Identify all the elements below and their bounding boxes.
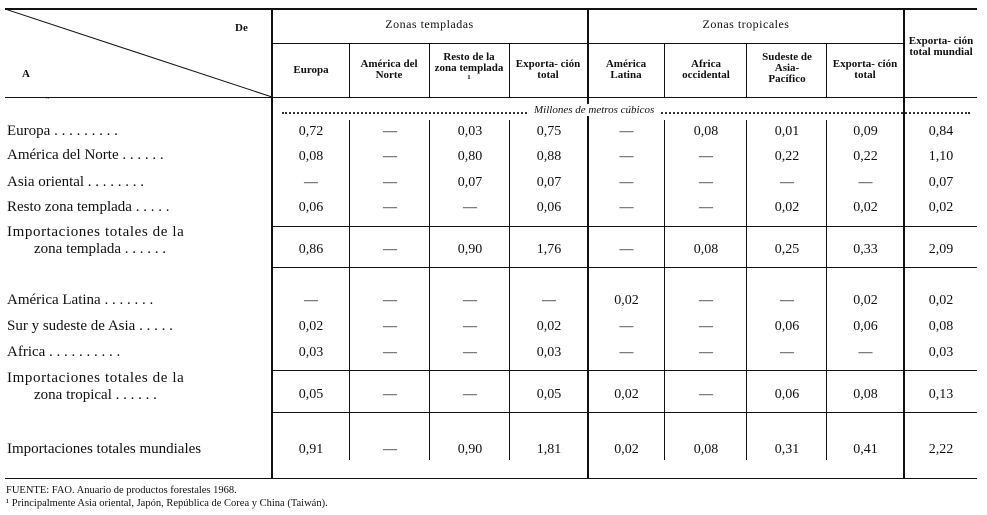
table-cell: 0,41: [853, 442, 878, 457]
table-cell: 0,08: [853, 387, 878, 402]
table-cell: 0,80: [457, 149, 483, 164]
table-cell: —: [383, 293, 397, 308]
table-cell: 0,02: [536, 319, 562, 334]
table-cell: 0,22: [774, 149, 800, 164]
table-cell: 0,06: [536, 200, 562, 215]
table-cell: 0,08: [298, 149, 324, 164]
table-cell: 2,22: [928, 442, 954, 457]
col-header-export-templ: Exporta- ción total: [515, 58, 581, 81]
table-cell: 0,25: [774, 242, 800, 257]
row-label-import-trop-2: zona tropical . . . . . .: [34, 387, 157, 403]
table-cell: 0,06: [853, 319, 878, 334]
table-cell: 0,22: [853, 149, 878, 164]
table-cell: 0,02: [774, 200, 800, 215]
table-cell: 0,86: [298, 242, 324, 257]
table-cell: —: [858, 345, 873, 360]
table-cell: 0,75: [536, 124, 562, 139]
table-cell: 0,02: [614, 387, 639, 402]
table-cell: 0,84: [928, 124, 954, 139]
table-cell: —: [699, 293, 713, 308]
corner-a-label: A: [22, 68, 30, 80]
table-cell: 0,91: [298, 442, 324, 457]
table-cell: —: [383, 242, 397, 257]
table-cell: 2,09: [928, 242, 954, 257]
table-cell: —: [463, 293, 477, 308]
table-cell: 0,07: [928, 175, 954, 190]
table-cell: —: [304, 293, 318, 308]
table-cell: —: [383, 442, 397, 457]
table-cell: —: [619, 242, 634, 257]
table-cell: —: [699, 345, 713, 360]
col-header-america-norte: América del Norte: [360, 58, 418, 81]
col-header-africa-occ: Africa occidental: [682, 58, 730, 81]
table-cell: 0,03: [536, 345, 562, 360]
col-header-america-latina: América Latina: [605, 58, 647, 81]
row-label-europa: Europa . . . . . . . . .: [7, 123, 118, 139]
row-label-america-norte: América del Norte . . . . . .: [7, 147, 164, 163]
row-label-import-trop: Importaciones totales de la: [7, 370, 185, 386]
table-cell: —: [463, 319, 477, 334]
table-cell: —: [780, 293, 794, 308]
group-tropical: Zonas tropicales: [702, 17, 790, 31]
table-cell: 0,07: [457, 175, 483, 190]
table-cell: —: [858, 175, 873, 190]
table-cell: 1,81: [536, 442, 562, 457]
table-cell: —: [383, 345, 397, 360]
table-cell: 0,90: [457, 442, 483, 457]
corner-mark: ¨: [46, 96, 50, 107]
row-label-america-latina: América Latina . . . . . . .: [7, 292, 154, 308]
table-cell: 0,02: [928, 200, 954, 215]
table-cell: 0,31: [774, 442, 800, 457]
table-cell: 1,76: [536, 242, 562, 257]
col-header-export-mundial: Exporta- ción total mundial: [908, 35, 974, 58]
table-cell: 0,08: [928, 319, 954, 334]
table-cell: 0,03: [928, 345, 954, 360]
row-label-sur-asia: Sur y sudeste de Asia . . . . .: [7, 318, 173, 334]
table-cell: 0,05: [298, 387, 324, 402]
table-cell: —: [619, 124, 634, 139]
table-cell: 0,02: [614, 442, 639, 457]
row-label-resto-zona: Resto zona templada . . . . .: [7, 199, 170, 215]
corner-de-label: De: [235, 22, 248, 34]
table-cell: —: [619, 345, 634, 360]
table-cell: —: [619, 319, 634, 334]
table-cell: 0,02: [928, 293, 954, 308]
table-cell: —: [463, 387, 477, 402]
table-cell: —: [304, 175, 318, 190]
table-cell: —: [699, 149, 713, 164]
table-cell: —: [463, 345, 477, 360]
table-cell: —: [619, 200, 634, 215]
footnote-1: ¹ Principalmente Asia oriental, Japón, República de Corea y China (Taiwán).: [6, 498, 328, 509]
table-cell: 0,07: [536, 175, 562, 190]
table-cell: 0,33: [853, 242, 878, 257]
table-cell: —: [463, 200, 477, 215]
table-cell: —: [383, 319, 397, 334]
table-cell: 0,03: [457, 124, 483, 139]
table-cell: 0,05: [536, 387, 562, 402]
table-cell: 0,88: [536, 149, 562, 164]
row-label-import-templ: Importaciones totales de la: [7, 224, 185, 240]
table-cell: 0,08: [693, 242, 719, 257]
table-cell: —: [542, 293, 556, 308]
group-temperate: Zonas templadas: [385, 17, 474, 31]
table-cell: —: [619, 175, 634, 190]
unit-label: Millones de metros cúbicos: [528, 104, 660, 116]
col-header-export-trop: Exporta- ción total: [832, 58, 898, 81]
table-cell: —: [383, 200, 397, 215]
table-cell: 0,02: [614, 293, 639, 308]
col-header-resto-zona: Resto de la zona templada ¹: [434, 51, 504, 85]
col-header-europa: Europa: [293, 64, 329, 76]
table-cell: 0,09: [853, 124, 878, 139]
table-cell: —: [699, 175, 713, 190]
table-cell: 0,06: [774, 319, 800, 334]
table-cell: —: [383, 387, 397, 402]
table-cell: 1,10: [928, 149, 954, 164]
table-cell: —: [780, 175, 794, 190]
table-cell: 0,06: [774, 387, 800, 402]
footnote-source: FUENTE: FAO. Anuario de productos forestales 1968.: [6, 485, 237, 496]
row-label-import-mundial: Importaciones totales mundiales: [7, 441, 202, 457]
table-cell: —: [780, 345, 794, 360]
table-cell: 0,06: [298, 200, 324, 215]
table-cell: 0,13: [928, 387, 954, 402]
table-cell: 0,08: [693, 442, 719, 457]
table-cell: 0,02: [298, 319, 324, 334]
table-cell: —: [699, 319, 713, 334]
corner-diagonal: [5, 9, 273, 97]
table-cell: 0,02: [853, 293, 878, 308]
table-cell: —: [699, 387, 713, 402]
table-cell: —: [383, 175, 397, 190]
table-cell: 0,03: [298, 345, 324, 360]
table-cell: —: [383, 124, 397, 139]
row-label-import-templ-2: zona templada . . . . . .: [34, 241, 167, 257]
table-cell: 0,02: [853, 200, 878, 215]
table-cell: 0,72: [298, 124, 324, 139]
table-cell: 0,08: [693, 124, 719, 139]
row-label-asia-oriental: Asia oriental . . . . . . . .: [7, 174, 145, 190]
table-cell: —: [619, 149, 634, 164]
table-cell: —: [699, 200, 713, 215]
unit-row: [282, 104, 970, 118]
col-header-sudeste-asia: Sudeste de Asia- Pacífico: [762, 51, 812, 85]
table-cell: 0,90: [457, 242, 483, 257]
table-cell: —: [383, 149, 397, 164]
table-cell: 0,01: [774, 124, 800, 139]
row-label-africa: Africa . . . . . . . . . .: [7, 344, 121, 360]
